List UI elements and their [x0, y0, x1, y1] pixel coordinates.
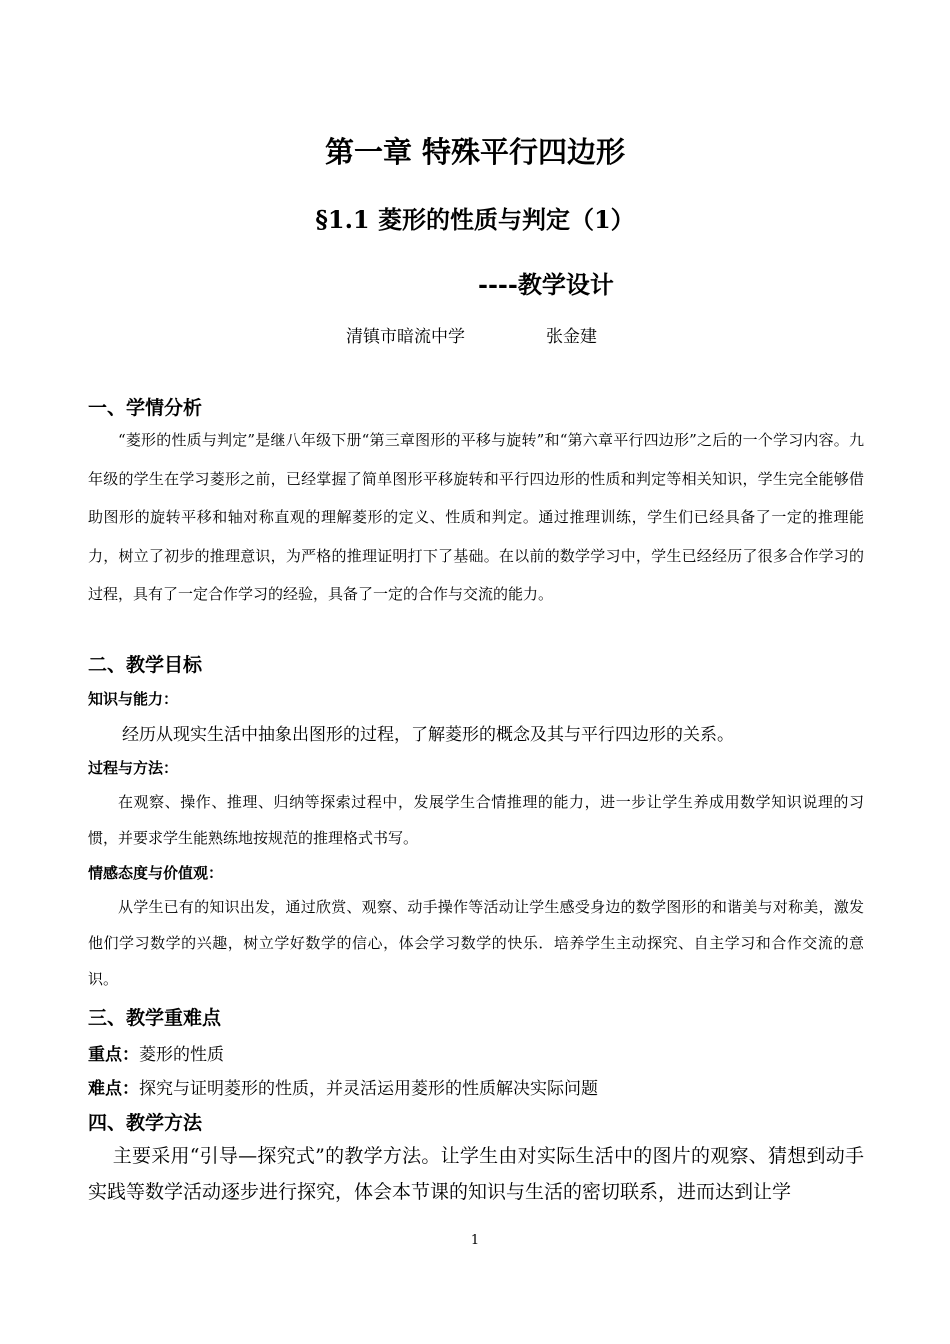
process-paragraph: 在观察、操作、推理、归纳等探索过程中，发展学生合情推理的能力，进一步让学生养成用数学知识说理的习惯，并要求学生能熟练地按规范的推理格式书写。	[88, 793, 864, 847]
knowledge-label: 知识与能力：	[88, 690, 179, 708]
difficult-point-label: 难点：	[88, 1079, 139, 1099]
school-name: 清镇市暗流中学	[346, 327, 465, 347]
heading-key-points: 三、教学重难点	[88, 1007, 222, 1029]
methods-paragraph: 主要采用“引导—探究式”的教学方法。让学生由对实际生活中的图片的观察、猜想到动手实践等数学活动逐步进行探究，体会本节课的知识与生活的密切联系，进而达到让学	[88, 1145, 864, 1203]
heading-methods: 四、教学方法	[88, 1112, 203, 1134]
heading-objectives: 二、教学目标	[88, 654, 203, 676]
page-number: 1	[470, 1233, 480, 1248]
key-point-text: 菱形的性质	[139, 1045, 224, 1065]
author-name: 张金建	[546, 327, 597, 347]
heading-analysis: 一、学情分析	[88, 397, 203, 419]
knowledge-paragraph: 经历从现实生活中抽象出图形的过程，了解菱形的概念及其与平行四边形的关系。	[122, 725, 734, 745]
process-label: 过程与方法：	[88, 759, 179, 777]
emotion-paragraph: 从学生已有的知识出发，通过欣赏、观察、动手操作等活动让学生感受身边的数学图形的和谐美与对称美，激发他们学习数学的兴趣，树立学好数学的信心，体会学习数学的快乐．培养学生主动探究、自主学习和合作交流的意识。	[88, 898, 864, 988]
key-point-label: 重点：	[88, 1045, 139, 1065]
difficult-point-line	[88, 1074, 598, 1099]
design-label: ----教学设计	[478, 270, 614, 299]
key-point-line	[88, 1040, 224, 1065]
chapter-title: 第一章 特殊平行四边形	[324, 135, 626, 169]
difficult-point-text: 探究与证明菱形的性质，并灵活运用菱形的性质解决实际问题	[139, 1079, 598, 1099]
emotion-label: 情感态度与价值观：	[88, 864, 224, 882]
analysis-paragraph: “菱形的性质与判定”是继八年级下册“第三章图形的平移与旋转”和“第六章平行四边形”之后的一个学习内容。九年级的学生在学习菱形之前，已经掌握了简单图形平移旋转和平行四边形的性质和判定等相关知识，学生完全能够借助图形的旋转平移和轴对称直观的理解菱形的定义、性质和判定。通过推理训练，学生们已经具备了一定的推理能力，树立了初步的推理意识，为严格的推理证明打下了基础。在以前的数学学习中，学生已经经历了很多合作学习的过程，具有了一定合作学习的经验，具备了一定的合作与交流的能力。	[88, 431, 865, 603]
section-title: §1.1 菱形的性质与判定（1）	[315, 205, 635, 234]
